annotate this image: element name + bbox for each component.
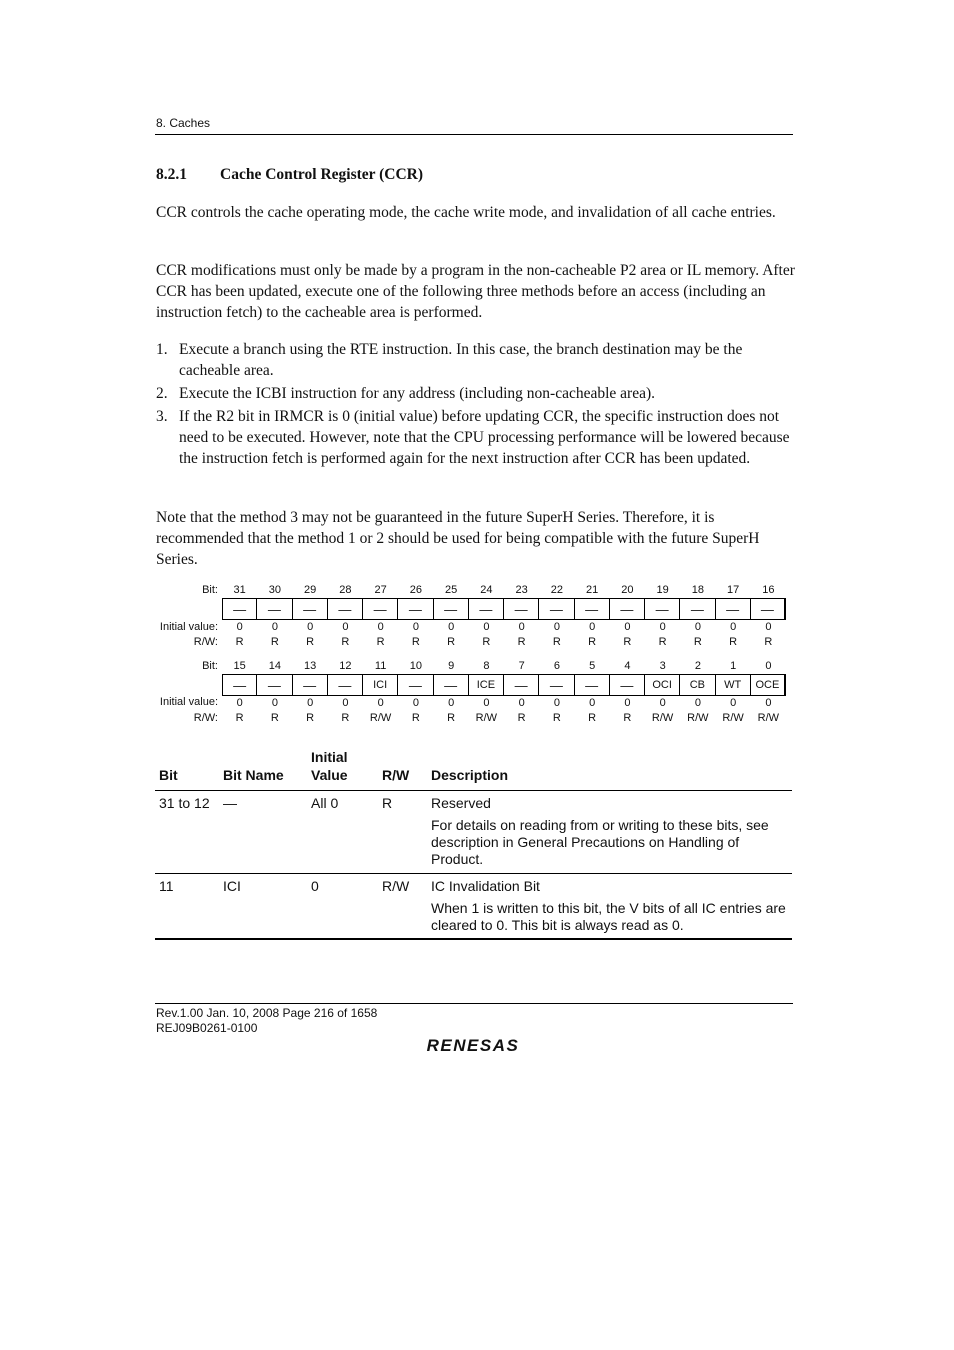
list-item bbox=[156, 339, 796, 381]
bit-field: — bbox=[293, 674, 328, 696]
bit-field: — bbox=[398, 598, 433, 620]
bit-number: 15 bbox=[233, 660, 246, 672]
list-item bbox=[156, 406, 796, 469]
initial-value: 0 bbox=[412, 697, 419, 709]
initial-value: 0 bbox=[412, 621, 419, 633]
bit-number: 7 bbox=[518, 660, 525, 672]
rw-value: R bbox=[482, 636, 491, 648]
bit-number: 20 bbox=[621, 584, 634, 596]
header-description: Description bbox=[431, 767, 509, 783]
rw-value: R/W bbox=[757, 712, 780, 724]
bit-field: ICE bbox=[469, 674, 504, 696]
bit-field: — bbox=[716, 598, 751, 620]
initial-value: 0 bbox=[271, 697, 278, 709]
list-text: Execute the ICBI instruction for any address (including non-cacheable area). bbox=[179, 385, 656, 402]
initial-value: 0 bbox=[518, 697, 525, 709]
bit-field: WT bbox=[716, 674, 751, 696]
bit-field: ICI bbox=[363, 674, 398, 696]
initial-value: 0 bbox=[483, 621, 490, 633]
initial-value: 0 bbox=[448, 621, 455, 633]
rw-value: R bbox=[658, 636, 667, 648]
bit-field: — bbox=[680, 598, 715, 620]
rw-value: R/W bbox=[722, 712, 744, 724]
list-text: If the R2 bit in IRMCR is 0 (initial value) before updating CCR, the specific instruction does not need to be executed. However, note that the CPU processing performance will be lowered because the instruction fetch is performed again for the next instruction after CCR has been updated. bbox=[179, 408, 790, 467]
bit-number: 25 bbox=[445, 584, 458, 596]
bit-field: — bbox=[328, 598, 363, 620]
bit-field: — bbox=[363, 598, 398, 620]
bit-number: 31 bbox=[233, 584, 246, 596]
initial-value: 0 bbox=[342, 621, 349, 633]
initial-value: 0 bbox=[377, 621, 384, 633]
rw-label: R/W: bbox=[193, 712, 218, 724]
bit-number: 19 bbox=[656, 584, 669, 596]
rw-value: R bbox=[306, 712, 315, 724]
bit-field: — bbox=[575, 598, 610, 620]
initial-value: 0 bbox=[765, 621, 772, 633]
initial-value: 0 bbox=[624, 697, 631, 709]
cell-bit-name: — bbox=[223, 795, 237, 811]
rw-value: R bbox=[411, 712, 420, 724]
rw-value: R bbox=[270, 636, 279, 648]
bit-field: — bbox=[539, 598, 574, 620]
bit-number: 4 bbox=[624, 660, 631, 672]
bit-number: 6 bbox=[553, 660, 560, 672]
initial-value: 0 bbox=[342, 697, 349, 709]
initial-value: 0 bbox=[271, 621, 278, 633]
rw-value: R/W bbox=[687, 712, 709, 724]
bit-label: Bit: bbox=[202, 660, 218, 672]
description-text: For details on reading from or writing to these bits, see description in General Precautions on Handling of Product. bbox=[431, 817, 769, 867]
initial-value-label: Initial value: bbox=[159, 621, 218, 633]
cell-initial: All 0 bbox=[311, 795, 339, 811]
running-header: 8. Caches bbox=[156, 116, 211, 130]
bit-field: OCE bbox=[751, 674, 786, 696]
rw-value: R bbox=[588, 636, 597, 648]
bit-field: — bbox=[328, 674, 363, 696]
rw-value: R bbox=[517, 636, 526, 648]
bit-number: 8 bbox=[483, 660, 490, 672]
bit-number: 28 bbox=[339, 584, 352, 596]
bit-field: — bbox=[751, 598, 786, 620]
bit-number: 21 bbox=[586, 584, 599, 596]
bit-field: — bbox=[398, 674, 433, 696]
initial-value-label: Initial value: bbox=[159, 696, 218, 708]
paragraph: CCR controls the cache operating mode, the cache write mode, and invalidation of all cache entries. bbox=[156, 204, 776, 221]
table-header bbox=[155, 748, 792, 791]
bit-number: 27 bbox=[374, 584, 387, 596]
lower-rw-values bbox=[222, 712, 786, 724]
bit-number: 12 bbox=[339, 660, 352, 672]
method-list bbox=[156, 339, 796, 471]
bit-field: — bbox=[504, 598, 539, 620]
footer-rule bbox=[155, 1003, 793, 1004]
bit-number: 17 bbox=[727, 584, 740, 596]
initial-value: 0 bbox=[659, 697, 666, 709]
header-rule bbox=[155, 134, 793, 135]
rw-value: R bbox=[306, 636, 315, 648]
section-title: Cache Control Register (CCR) bbox=[220, 166, 424, 183]
bit-field: — bbox=[610, 674, 645, 696]
cell-rw: R/W bbox=[382, 878, 410, 894]
table-row bbox=[155, 791, 792, 874]
bit-field: — bbox=[645, 598, 680, 620]
rw-value: R bbox=[447, 712, 456, 724]
bit-number: 5 bbox=[589, 660, 596, 672]
rw-value: R bbox=[341, 636, 350, 648]
header-initial-value bbox=[311, 748, 348, 784]
rw-label: R/W: bbox=[193, 636, 218, 648]
bit-field: — bbox=[610, 598, 645, 620]
rw-value: R bbox=[552, 712, 561, 724]
upper-rw-values bbox=[222, 636, 786, 648]
rw-value: R bbox=[588, 712, 597, 724]
cell-description bbox=[431, 878, 789, 939]
bit-number: 0 bbox=[765, 660, 772, 672]
upper-bit-fields bbox=[222, 598, 786, 620]
rw-value: R bbox=[270, 712, 279, 724]
initial-value: 0 bbox=[553, 697, 560, 709]
rw-value: R bbox=[623, 636, 632, 648]
bit-field: — bbox=[575, 674, 610, 696]
bit-number: 2 bbox=[694, 660, 701, 672]
cell-description bbox=[431, 795, 789, 873]
cell-rw: R bbox=[382, 795, 393, 811]
initial-value: 0 bbox=[694, 697, 701, 709]
initial-value: 0 bbox=[553, 621, 560, 633]
footer-revision: Rev.1.00 Jan. 10, 2008 Page 216 of 1658 bbox=[156, 1006, 378, 1020]
initial-value: 0 bbox=[765, 697, 772, 709]
list-text: Execute a branch using the RTE instruction. In this case, the branch destination may be the cacheable area. bbox=[179, 341, 743, 379]
bit-number: 1 bbox=[730, 660, 737, 672]
bit-field: OCI bbox=[645, 674, 680, 696]
cell-bit: 31 to 12 bbox=[159, 795, 210, 811]
bit-field: — bbox=[539, 674, 574, 696]
bit-field: — bbox=[222, 598, 257, 620]
rw-value: R/W bbox=[651, 712, 674, 724]
bit-field: — bbox=[434, 674, 469, 696]
bit-number: 9 bbox=[448, 660, 455, 672]
lower-bit-numbers bbox=[222, 660, 786, 672]
bit-number: 18 bbox=[691, 584, 704, 596]
description-title: Reserved bbox=[431, 795, 491, 811]
bit-number: 29 bbox=[304, 584, 317, 596]
list-index: 3. bbox=[156, 408, 168, 425]
rw-value: R bbox=[623, 712, 632, 724]
initial-value: 0 bbox=[448, 697, 455, 709]
initial-value: 0 bbox=[589, 697, 596, 709]
rw-value: R bbox=[517, 712, 526, 724]
footer-document-number: REJ09B0261-0100 bbox=[156, 1021, 258, 1035]
bit-label: Bit: bbox=[202, 584, 218, 596]
initial-value: 0 bbox=[659, 621, 666, 633]
header-bit: Bit bbox=[159, 767, 178, 783]
initial-value: 0 bbox=[307, 621, 314, 633]
rw-value: R bbox=[341, 712, 350, 724]
rw-value: R bbox=[411, 636, 420, 648]
rw-value: R/W bbox=[475, 712, 498, 724]
rw-value: R bbox=[235, 636, 244, 648]
bit-number: 13 bbox=[304, 660, 317, 672]
list-index: 2. bbox=[156, 385, 168, 402]
bit-number: 3 bbox=[659, 660, 666, 672]
initial-value: 0 bbox=[518, 621, 525, 633]
initial-value: 0 bbox=[236, 621, 243, 633]
bit-description-table bbox=[155, 748, 792, 940]
bit-field: — bbox=[504, 674, 539, 696]
bit-number: 30 bbox=[268, 584, 281, 596]
section-number: 8.2.1 bbox=[156, 166, 187, 183]
header-initial-line1: Initial bbox=[311, 749, 348, 765]
initial-value: 0 bbox=[624, 621, 631, 633]
list-index: 1. bbox=[156, 341, 168, 358]
bit-field: — bbox=[434, 598, 469, 620]
renesas-logo-text: RENESAS bbox=[426, 1036, 520, 1054]
cell-bit-name: ICI bbox=[223, 878, 241, 894]
cell-initial: 0 bbox=[311, 878, 319, 894]
rw-value: R/W bbox=[369, 712, 392, 724]
description-title: IC Invalidation Bit bbox=[431, 878, 540, 894]
description-text: When 1 is written to this bit, the V bits of all IC entries are cleared to 0. This bit is always read as 0. bbox=[431, 900, 786, 933]
bit-field: — bbox=[257, 674, 292, 696]
initial-value: 0 bbox=[307, 697, 314, 709]
bit-field: — bbox=[469, 598, 504, 620]
bit-field: — bbox=[222, 674, 257, 696]
upper-initial-values bbox=[222, 621, 786, 633]
paragraph: Note that the method 3 may not be guaranteed in the future SuperH Series. Therefore, it is recommended that the method 1 or 2 should be used for being compatible with the future SuperH Series. bbox=[156, 509, 760, 568]
bit-field: — bbox=[293, 598, 328, 620]
rw-value: R bbox=[693, 636, 702, 648]
rw-value: R bbox=[764, 636, 773, 648]
rw-value: R bbox=[235, 712, 244, 724]
initial-value: 0 bbox=[236, 697, 243, 709]
header-rw: R/W bbox=[382, 767, 410, 783]
bit-number: 24 bbox=[480, 584, 493, 596]
section-heading bbox=[156, 166, 423, 184]
rw-value: R bbox=[552, 636, 561, 648]
list-item bbox=[156, 383, 796, 404]
cell-bit: 11 bbox=[159, 878, 174, 894]
initial-value: 0 bbox=[694, 621, 701, 633]
header-initial-line2: Value bbox=[311, 767, 348, 783]
initial-value: 0 bbox=[483, 697, 490, 709]
bit-number: 14 bbox=[268, 660, 281, 672]
initial-value: 0 bbox=[730, 621, 737, 633]
rw-value: R bbox=[729, 636, 738, 648]
bit-number: 22 bbox=[550, 584, 563, 596]
upper-bit-numbers bbox=[222, 584, 786, 596]
initial-value: 0 bbox=[377, 697, 384, 709]
header-bit-name: Bit Name bbox=[223, 767, 284, 783]
paragraph: CCR modifications must only be made by a program in the non-cacheable P2 area or IL memory. After CCR has been updated, execute one of the following three methods before an access (including an instruction fetch) to the cacheable area is performed. bbox=[156, 262, 795, 321]
lower-bit-fields bbox=[222, 674, 786, 696]
bit-number: 16 bbox=[762, 584, 775, 596]
renesas-logo bbox=[413, 1036, 533, 1054]
table-row bbox=[155, 874, 792, 940]
rw-value: R bbox=[447, 636, 456, 648]
bit-number: 23 bbox=[515, 584, 528, 596]
bit-number: 11 bbox=[374, 660, 387, 672]
lower-initial-values bbox=[222, 697, 786, 709]
rw-value: R bbox=[376, 636, 385, 648]
bit-field: — bbox=[257, 598, 292, 620]
initial-value: 0 bbox=[589, 621, 596, 633]
bit-number: 26 bbox=[409, 584, 422, 596]
bit-number: 10 bbox=[409, 660, 422, 672]
bit-field: CB bbox=[680, 674, 715, 696]
initial-value: 0 bbox=[730, 697, 737, 709]
